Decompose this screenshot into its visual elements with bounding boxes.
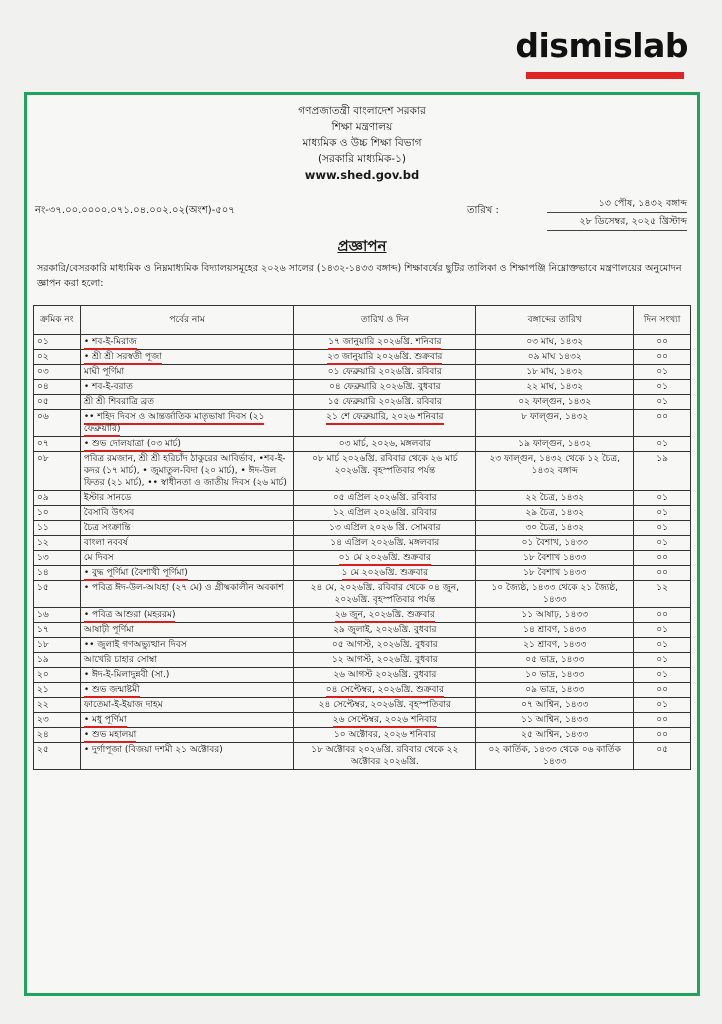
row-date-day-text: ১৮ অক্টোবর ২০২৬খ্রি. রবিবার থেকে ২২ অক্টোবর ২০২৬খ্রি.	[311, 745, 459, 767]
row-date-day-text: ২১ শে ফেব্রুয়ারি, ২০২৬ শনিবার	[326, 412, 443, 425]
row-bangla-date	[476, 536, 634, 551]
document-frame	[24, 92, 700, 996]
row-bangla-date	[476, 698, 634, 713]
row-festival-name	[80, 506, 294, 521]
row-bangla-date	[476, 437, 634, 452]
row-festival-name	[80, 335, 294, 350]
row-festival-name	[80, 410, 294, 437]
row-festival-name	[80, 491, 294, 506]
row-bangla-date	[476, 350, 634, 365]
row-serial	[34, 437, 81, 452]
row-serial	[34, 491, 81, 506]
row-day-count	[634, 395, 691, 410]
table-row	[34, 551, 691, 566]
row-serial-text: ০৯	[37, 493, 49, 503]
row-festival-name-text: •• শহিদ দিবস ও আন্তর্জাতিক মাতৃভাষা দিবস (২১ ফেব্রুয়ারি)	[84, 412, 265, 437]
row-bangla-date-text: ১৮ বৈশাখ ১৪৩৩	[523, 553, 587, 563]
row-date-day-text: ১ মে ২০২৬খ্রি. শুক্রবার	[342, 568, 428, 581]
row-bangla-date	[476, 452, 634, 491]
row-date-day	[294, 437, 476, 452]
row-day-count	[634, 608, 691, 623]
row-date-day-text: ১৪ এপ্রিল ২০২৬খ্রি. মঙ্গলবার	[330, 538, 440, 548]
row-date-day	[294, 713, 476, 728]
table-row	[34, 380, 691, 395]
row-serial	[34, 668, 81, 683]
row-festival-name	[80, 395, 294, 410]
row-serial-text: ১৫	[37, 583, 49, 593]
row-day-count	[634, 335, 691, 350]
row-serial	[34, 335, 81, 350]
row-serial-text: ০৬	[37, 412, 49, 422]
row-bangla-date-text: ০৯ ভাদ্র, ১৪৩৩	[525, 685, 585, 695]
row-serial	[34, 623, 81, 638]
row-serial	[34, 350, 81, 365]
row-festival-name-text: • শব-ই-বরাত	[83, 382, 133, 392]
row-serial	[34, 566, 81, 581]
row-bangla-date-text: ১১ আশ্বিন, ১৪৩৩	[521, 715, 589, 725]
row-bangla-date	[476, 608, 634, 623]
row-day-count-text: ১৯	[656, 454, 668, 464]
row-serial-text: ১৮	[37, 640, 49, 650]
notice-document	[27, 95, 697, 993]
row-serial	[34, 698, 81, 713]
document-title: প্রজ্ঞাপন	[337, 237, 387, 255]
row-bangla-date	[476, 713, 634, 728]
table-row	[34, 437, 691, 452]
row-day-count	[634, 410, 691, 437]
row-bangla-date-text: ০৩ মাঘ, ১৪৩২	[526, 337, 584, 347]
row-date-day-text: ২৪ সেপ্টেম্বর, ২০২৬খ্রি. বৃহস্পতিবার	[318, 700, 451, 710]
row-date-day	[294, 683, 476, 698]
header-line-4: (সরকারি মাধ্যমিক-১)	[318, 153, 406, 165]
row-festival-name	[80, 668, 294, 683]
row-day-count	[634, 638, 691, 653]
table-row	[34, 713, 691, 728]
row-bangla-date	[476, 551, 634, 566]
row-day-count	[634, 728, 691, 743]
row-day-count	[634, 536, 691, 551]
row-bangla-date	[476, 521, 634, 536]
row-serial-text: ১২	[37, 538, 49, 548]
row-serial	[34, 743, 81, 770]
row-serial-text: ১১	[37, 523, 49, 533]
row-day-count-text: ০০	[656, 553, 668, 563]
row-bangla-date-text: ৩০ চৈত্র, ১৪৩২	[525, 523, 585, 533]
row-serial	[34, 683, 81, 698]
row-serial-text: ০৩	[37, 367, 49, 377]
row-serial-text: ২৪	[37, 730, 49, 740]
row-date-day-text: ২৪ মে, ২০২৬খ্রি. রবিবার থেকে ০৪ জুন, ২০২৬খ্রি. বৃহস্পতিবার পর্যন্ত	[310, 583, 460, 605]
row-date-day	[294, 551, 476, 566]
letterhead	[27, 95, 697, 183]
row-bangla-date-text: ১১ আষাঢ়, ১৪৩৩	[521, 610, 589, 620]
row-bangla-date-text: ০২ ফাল্গুন, ১৪৩২	[518, 397, 592, 407]
row-date-day	[294, 350, 476, 365]
row-serial	[34, 521, 81, 536]
row-serial	[34, 551, 81, 566]
table-row	[34, 491, 691, 506]
row-festival-name-text: • দুর্গাপূজা (বিজয়া দশমী ২১ অক্টোবর)	[83, 745, 223, 755]
row-serial-text: ২১	[37, 685, 49, 695]
row-bangla-date-text: ২২ মাঘ, ১৪৩২	[526, 382, 584, 392]
row-bangla-date	[476, 638, 634, 653]
row-date-day-text: ২৩ জানুয়ারি ২০২৬খ্রি. শুক্রবার	[327, 352, 442, 365]
row-festival-name	[80, 380, 294, 395]
row-bangla-date	[476, 335, 634, 350]
table-row	[34, 452, 691, 491]
row-day-count	[634, 743, 691, 770]
row-day-count-text: ০০	[656, 685, 668, 695]
row-day-count-text: ১২	[656, 583, 668, 593]
row-bangla-date	[476, 728, 634, 743]
row-festival-name-text: পবিত্র রমজান, শ্রী শ্রী হরিচাঁদ ঠাকুরের আবির্ভাব, •শব-ই-কদর (১৭ মার্চ), • জুমাতুল-বিদা (২০ মার্চ), • ঈদ-উল ফিতর (২১ মার্চ), •• স্বাধীনতা ও জাতীয় দিবস (২৬ মার্চ)	[83, 454, 287, 488]
row-bangla-date	[476, 623, 634, 638]
row-festival-name	[80, 713, 294, 728]
row-bangla-date	[476, 380, 634, 395]
row-festival-name	[80, 683, 294, 698]
row-date-day-text: ২৯ জুলাই, ২০২৬খ্রি. বুধবার	[333, 625, 437, 635]
row-festival-name-text: • শ্রী শ্রী সরস্বতী পূজা	[84, 352, 162, 365]
row-day-count	[634, 491, 691, 506]
row-bangla-date-text: ১৮ মাঘ, ১৪৩২	[526, 367, 584, 377]
row-day-count	[634, 380, 691, 395]
row-festival-name	[80, 521, 294, 536]
row-serial	[34, 395, 81, 410]
row-day-count-text: ০০	[656, 412, 668, 422]
row-day-count-text: ০১	[656, 523, 668, 533]
row-date-day	[294, 335, 476, 350]
row-date-day	[294, 653, 476, 668]
row-serial-text: ০৫	[37, 397, 49, 407]
row-festival-name	[80, 698, 294, 713]
table-row	[34, 683, 691, 698]
row-bangla-date-text: ২৩ ফাল্গুন, ১৪৩২ থেকে ১২ চৈত্র, ১৪৩২ বঙ্গাব্দ	[489, 454, 621, 476]
row-date-day-text: ১৫ ফেব্রুয়ারি ২০২৬খ্রি. রবিবার	[327, 397, 442, 407]
row-festival-name-text: • শুভ দোলযাত্রা (০৩ মার্চ)	[84, 439, 181, 452]
row-day-count-text: ০৫	[656, 745, 668, 755]
col-festival-name: পর্বের নাম	[80, 306, 294, 335]
row-date-day-text: ২৬ জুন, ২০২৬খ্রি. শুক্রবার	[335, 610, 435, 623]
header-line-3: মাধ্যমিক ও উচ্চ শিক্ষা বিভাগ	[302, 137, 422, 149]
table-row	[34, 335, 691, 350]
row-serial-text: ০২	[37, 352, 49, 362]
row-serial-text: ০৮	[37, 454, 49, 464]
row-festival-name-text: • ঈদ-ই-মিলাদুন্নবী (সা.)	[83, 670, 170, 680]
row-bangla-date	[476, 365, 634, 380]
table-row	[34, 506, 691, 521]
table-row	[34, 668, 691, 683]
row-date-day-text: ১৩ এপ্রিল ২০২৬ খ্রি. সোমবার	[329, 523, 441, 533]
row-bangla-date	[476, 743, 634, 770]
row-festival-name-text: চৈত্র সংক্রান্তি	[83, 523, 131, 533]
row-festival-name	[80, 653, 294, 668]
row-date-day-text: ০৪ সেপ্টেম্বর, ২০২৬খ্রি. শুক্রবার	[326, 685, 444, 698]
row-date-day	[294, 668, 476, 683]
row-bangla-date	[476, 410, 634, 437]
row-serial	[34, 728, 81, 743]
row-date-day	[294, 410, 476, 437]
table-row	[34, 566, 691, 581]
row-date-day-text: ০৮ মার্চ ২০২৬খ্রি. রবিবার থেকে ২৬ মার্চ ২০২৬খ্রি. বৃহস্পতিবার পর্যন্ত	[312, 454, 458, 476]
row-date-day-text: ০১ ফেব্রুয়ারি ২০২৬খ্রি. রবিবার	[327, 367, 442, 377]
row-date-day	[294, 743, 476, 770]
row-date-day-text: ১০ অক্টোবর, ২০২৬ শনিবার	[333, 730, 436, 740]
row-date-day	[294, 452, 476, 491]
row-day-count	[634, 581, 691, 608]
row-day-count	[634, 683, 691, 698]
row-day-count-text: ০০	[656, 730, 668, 740]
row-serial-text: ১৯	[37, 655, 49, 665]
row-festival-name	[80, 608, 294, 623]
row-serial-text: ০৪	[37, 382, 49, 392]
row-day-count-text: ০১	[656, 700, 668, 710]
row-festival-name-text: আষাঢ়ী পূর্ণিমা	[83, 625, 134, 635]
row-date-day	[294, 506, 476, 521]
row-date-day	[294, 566, 476, 581]
holiday-table	[33, 305, 691, 770]
row-festival-name	[80, 623, 294, 638]
brand-underline	[526, 72, 684, 79]
col-day-count: দিন সংখ্যা	[634, 306, 691, 335]
row-festival-name-text: • শুভ মহালয়া	[84, 730, 136, 743]
row-bangla-date-text: ৮ ফাল্গুন, ১৪৩২	[521, 412, 589, 422]
row-day-count	[634, 521, 691, 536]
website-url: www.shed.gov.bd	[304, 168, 420, 182]
row-date-day	[294, 380, 476, 395]
row-serial	[34, 410, 81, 437]
row-date-day	[294, 728, 476, 743]
row-serial-text: ১০	[37, 508, 49, 518]
row-festival-name	[80, 350, 294, 365]
table-row	[34, 410, 691, 437]
table-row	[34, 728, 691, 743]
table-row	[34, 365, 691, 380]
row-day-count-text: ০১	[656, 508, 668, 518]
row-date-day-text: ০৩ মার্চ, ২০২৬, মঙ্গলবার	[338, 439, 431, 449]
row-festival-name	[80, 638, 294, 653]
row-day-count	[634, 350, 691, 365]
row-serial-text: ২৫	[37, 745, 49, 755]
row-serial-text: ২৩	[37, 715, 49, 725]
row-festival-name	[80, 581, 294, 608]
row-festival-name-text: • পবিত্র ঈদ-উল-আযহা (২৭ মে) ও গ্রীষ্মকালীন অবকাশ	[83, 583, 284, 593]
row-festival-name	[80, 743, 294, 770]
row-serial-text: ১৩	[37, 553, 49, 563]
row-festival-name-text: মে দিবস	[83, 553, 114, 563]
row-serial-text: ০১	[37, 337, 49, 347]
row-date-day	[294, 365, 476, 380]
col-date-day: তারিখ ও দিন	[294, 306, 476, 335]
row-day-count-text: ০১	[656, 625, 668, 635]
row-date-day	[294, 536, 476, 551]
row-day-count	[634, 452, 691, 491]
row-bangla-date-text: ২১ শ্রাবণ, ১৪৩৩	[523, 640, 587, 650]
row-serial-text: ২০	[37, 670, 49, 680]
row-serial	[34, 380, 81, 395]
row-bangla-date	[476, 683, 634, 698]
row-date-day	[294, 395, 476, 410]
row-serial-text: ১৬	[37, 610, 49, 620]
row-festival-name-text: আখেরি চাহার সোম্বা	[83, 655, 157, 665]
row-date-day	[294, 698, 476, 713]
row-day-count-text: ০১	[656, 538, 668, 548]
row-festival-name-text: ইস্টার সানডে	[83, 493, 132, 503]
row-day-count-text: ০১	[656, 439, 668, 449]
row-date-day	[294, 638, 476, 653]
table-row	[34, 638, 691, 653]
row-serial	[34, 506, 81, 521]
row-bangla-date-text: ১০ ভাদ্র, ১৪৩৩	[525, 670, 585, 680]
row-day-count	[634, 623, 691, 638]
row-festival-name	[80, 566, 294, 581]
row-serial	[34, 608, 81, 623]
row-day-count	[634, 365, 691, 380]
intro-paragraph: সরকারি/বেসরকারি মাধ্যমিক ও নিম্নমাধ্যমিক বিদ্যালয়সমূহের ২০২৬ সালের (১৪৩২-১৪৩৩ বঙ্গাব্দ) শিক্ষাবর্ষের ছুটির তালিকা ও শিক্ষাপঞ্জি নিম্নোক্তভাবে মন্ত্রণালয়ের অনুমোদন জ্ঞাপন করা হলো:	[37, 263, 682, 289]
row-date-day-text: ০৪ ফেব্রুয়ারি ২০২৬খ্রি. বুধবার	[329, 382, 441, 392]
row-festival-name-text: • মধু পূর্ণিমা	[84, 715, 127, 728]
row-date-day-text: ২৬ আগস্ট ২০২৬খ্রি. বুধবার	[333, 670, 437, 680]
row-day-count-text: ০১	[656, 367, 668, 377]
row-festival-name-text: বৈসাবি উৎসব	[83, 508, 135, 518]
row-bangla-date	[476, 491, 634, 506]
row-festival-name-text: • শব-ই-মিরাজ	[84, 337, 137, 350]
row-day-count-text: ০১	[656, 397, 668, 407]
row-bangla-date-text: ০১ বৈশাখ, ১৪৩৩	[521, 538, 588, 548]
row-festival-name-text: ফাতেমা-ই-ইয়াজ দাহম	[83, 700, 163, 710]
row-serial	[34, 452, 81, 491]
row-bangla-date-text: ০৫ ভাদ্র, ১৪৩৩	[525, 655, 585, 665]
row-bangla-date-text: ০৯ মাঘ ১৪৩২	[527, 352, 582, 362]
row-day-count	[634, 698, 691, 713]
row-bangla-date	[476, 566, 634, 581]
row-bangla-date-text: ২৯ চৈত্র, ১৪৩২	[525, 508, 585, 518]
row-date-day	[294, 581, 476, 608]
header-line-1: গণপ্রজাতন্ত্রী বাংলাদেশ সরকার	[298, 105, 426, 117]
date-bangla: ১৩ পৌষ, ১৪৩২ বঙ্গাব্দ	[547, 195, 687, 213]
row-serial	[34, 536, 81, 551]
row-day-count-text: ০১	[656, 493, 668, 503]
row-day-count	[634, 713, 691, 728]
row-festival-name	[80, 551, 294, 566]
row-day-count-text: ০০	[656, 568, 668, 578]
row-day-count-text: ০১	[656, 655, 668, 665]
row-day-count	[634, 566, 691, 581]
row-bangla-date	[476, 653, 634, 668]
row-day-count-text: ০০	[656, 610, 668, 620]
row-bangla-date-text: ১৯ ফাল্গুন, ১৪৩২	[518, 439, 592, 449]
row-date-day	[294, 623, 476, 638]
row-day-count	[634, 653, 691, 668]
header-line-2: শিক্ষা মন্ত্রণালয়	[331, 121, 393, 133]
row-festival-name	[80, 536, 294, 551]
row-serial-text: ১৪	[37, 568, 49, 578]
row-day-count-text: ০১	[656, 640, 668, 650]
table-row	[34, 623, 691, 638]
row-day-count	[634, 506, 691, 521]
row-bangla-date	[476, 395, 634, 410]
row-festival-name-text: বাংলা নববর্ষ	[83, 538, 128, 548]
row-bangla-date	[476, 581, 634, 608]
row-day-count	[634, 437, 691, 452]
row-bangla-date-text: ১৮ বৈশাখ ১৪৩৩	[523, 568, 587, 578]
row-festival-name	[80, 728, 294, 743]
row-serial	[34, 653, 81, 668]
row-date-day	[294, 521, 476, 536]
row-festival-name	[80, 365, 294, 380]
row-day-count	[634, 668, 691, 683]
table-row	[34, 698, 691, 713]
row-bangla-date-text: ২২ চৈত্র, ১৪৩২	[525, 493, 585, 503]
date-gregorian: ২৮ ডিসেম্বর, ২০২৫ খ্রিস্টাব্দ	[547, 213, 687, 231]
row-day-count-text: ০০	[656, 715, 668, 725]
row-day-count	[634, 551, 691, 566]
row-date-day	[294, 608, 476, 623]
row-date-day	[294, 491, 476, 506]
table-row	[34, 743, 691, 770]
row-serial	[34, 638, 81, 653]
row-date-day-text: ১২ এপ্রিল ২০২৬খ্রি. রবিবার	[332, 508, 437, 518]
brand-logo: dismislab	[515, 26, 688, 65]
table-row	[34, 608, 691, 623]
row-serial-text: ২২	[37, 700, 49, 710]
row-date-day-text: ০৫ আগস্ট, ২০২৬খ্রি. বুধবার	[331, 640, 438, 650]
date-block	[547, 195, 687, 231]
row-day-count-text: ০০	[656, 337, 668, 347]
col-bangla-date: বঙ্গাব্দের তারিখ	[476, 306, 634, 335]
row-bangla-date-text: ১৪ শ্রাবণ, ১৪৩৩	[523, 625, 587, 635]
row-serial	[34, 713, 81, 728]
row-date-day-text: ১৭ জানুয়ারি ২০২৬খ্রি. শনিবার	[328, 337, 441, 350]
row-date-day-text: ২৬ সেপ্টেম্বর, ২০২৬ শনিবার	[333, 715, 437, 728]
row-bangla-date	[476, 668, 634, 683]
table-row	[34, 395, 691, 410]
table-row	[34, 536, 691, 551]
row-festival-name-text: মাঘী পূর্ণিমা	[83, 367, 125, 377]
row-bangla-date-text: ০২ কার্তিক, ১৪৩৩ থেকে ০৬ কার্তিক ১৪৩৩	[488, 745, 621, 767]
row-date-day-text: ০১ মে ২০২৬খ্রি. শুক্রবার	[339, 553, 431, 566]
row-date-day-text: ১২ আগস্ট, ২০২৬খ্রি. বুধবার	[331, 655, 438, 665]
row-festival-name-text: • পবিত্র আশুরা (মহররম)	[84, 610, 176, 623]
table-row	[34, 350, 691, 365]
row-day-count-text: ০১	[656, 670, 668, 680]
table-row	[34, 521, 691, 536]
col-serial: ক্রমিক নং	[34, 306, 81, 335]
row-bangla-date-text: ২৫ আশ্বিন, ১৪৩৩	[521, 730, 589, 740]
row-bangla-date	[476, 506, 634, 521]
table-row	[34, 653, 691, 668]
row-serial	[34, 365, 81, 380]
row-serial-text: ১৭	[37, 625, 49, 635]
date-label: তারিখ :	[467, 205, 499, 216]
table-row	[34, 581, 691, 608]
row-festival-name-text: •• জুলাই গণঅভ্যুত্থান দিবস	[83, 640, 187, 650]
row-bangla-date-text: ০৭ আশ্বিন, ১৪৩৩	[521, 700, 589, 710]
row-festival-name-text: • বুদ্ধ পূর্ণিমা (বৈশাখী পূর্ণিমা)	[84, 568, 188, 581]
row-festival-name	[80, 437, 294, 452]
row-festival-name-text: শ্রী শ্রী শিবরাত্রি ব্রত	[83, 397, 154, 407]
memo-number: নং-৩৭.০০.০০০০.০৭১.০৪.০০২.০২(অংশ)-৫০৭	[35, 205, 235, 216]
row-festival-name	[80, 452, 294, 491]
row-serial	[34, 581, 81, 608]
row-day-count-text: ০০	[656, 352, 668, 362]
row-bangla-date-text: ১০ জ্যৈষ্ঠ, ১৪৩৩ থেকে ২১ জ্যৈষ্ঠ, ১৪৩৩	[491, 583, 618, 605]
row-day-count-text: ০১	[656, 382, 668, 392]
row-date-day-text: ০৫ এপ্রিল ২০২৬খ্রি. রবিবার	[332, 493, 437, 503]
row-festival-name-text: • শুভ জন্মাষ্টমী	[84, 685, 140, 698]
row-serial-text: ০৭	[37, 439, 49, 449]
table-header-row	[34, 306, 691, 335]
